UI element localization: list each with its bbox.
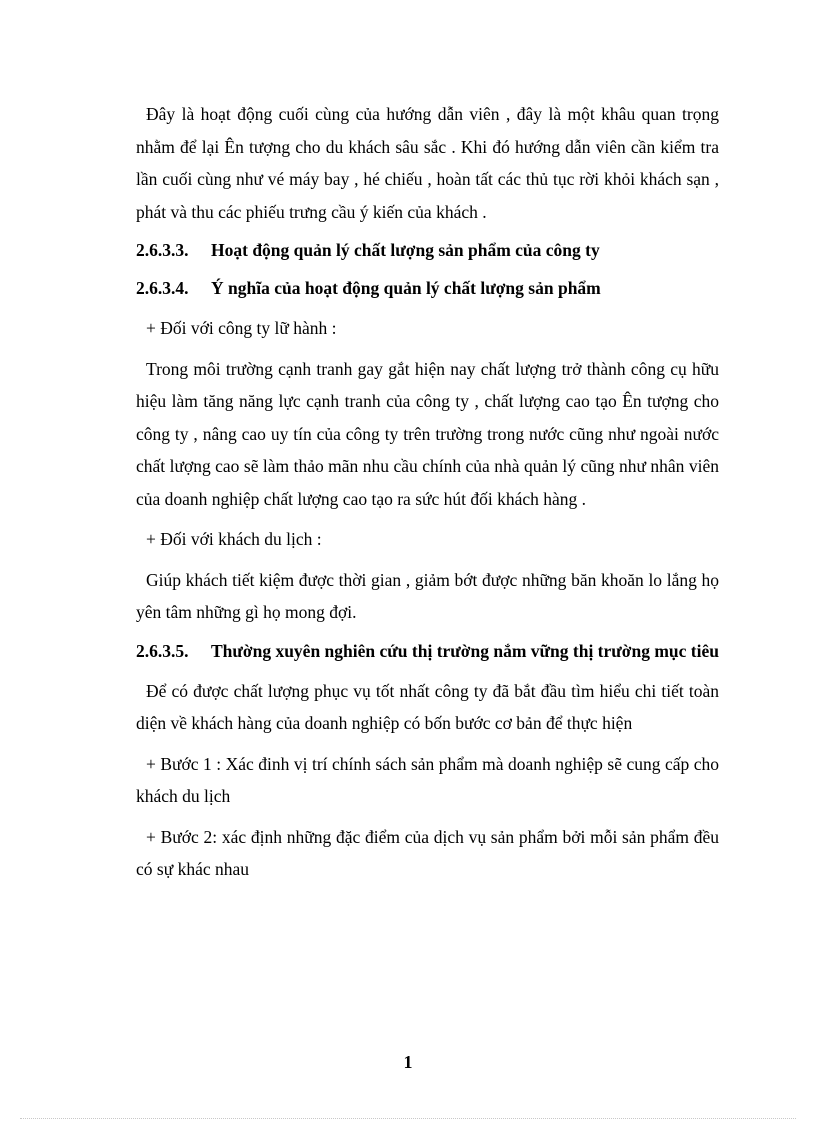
paragraph-save-time: Giúp khách tiết kiệm được thời gian , giảm bớt được những băn khoăn lo lắng họ yên tâm những gì họ mong đợi. — [136, 569, 719, 622]
page-number: 1 — [403, 1052, 413, 1072]
heading-text: Ý nghĩa của hoạt động quản lý chất lượng sản phẩm — [211, 278, 601, 298]
bullet-travel-company: + Đối với công ty lữ hành : — [146, 318, 337, 338]
heading-number: 2.6.3.4. — [136, 278, 189, 298]
paragraph-tour-guide-final-step: Đây là hoạt động cuối cùng của hướng dẫn viên , đây là một khâu quan trọng nhằm để lại Ên tượng cho du khách sâu sắc . Khi đó hướng dẫn viên cần kiểm tra lần cuối cùng như vé máy bay , hé chiếu , hoàn tất các thủ tục rời khỏi khách sạn , phát và thu các phiếu trưng cầu ý kiến của khách . — [136, 104, 719, 222]
bullet-step-1: + Bước 1 : Xác đinh vị trí chính sách sản phẩm mà doanh nghiệp sẽ cung cấp cho khách du lịch — [136, 753, 719, 806]
page-bottom-divider — [20, 1118, 796, 1119]
heading-2-6-3-3 — [136, 236, 719, 265]
paragraph-four-steps: Để có được chất lượng phục vụ tốt nhất công ty đã bắt đầu tìm hiểu chi tiết toàn diện về khách hàng của doanh nghiệp có bốn bước cơ bản để thực hiện — [136, 680, 719, 733]
heading-number: 2.6.3.5. — [136, 640, 189, 661]
paragraph-competition: Trong môi trường cạnh tranh gay gắt hiện nay chất lượng trở thành công cụ hữu hiệu làm tăng năng lực cạnh tranh của công ty , chất lượng cao tạo Ên tượng cho công ty , nâng cao uy tín của công ty trên trường trong nước cũng như ngoài nước chất lượng cao sẽ làm thảo mãn nhu cầu chính của nhà quản lý cũng như nhân viên của doanh nghiệp chất lượng cao tạo ra sức hút đối khách hàng . — [136, 358, 719, 509]
bullet-tourists: + Đối với khách du lịch : — [146, 529, 322, 549]
bullet-step-2: + Bước 2: xác định những đặc điểm của dịch vụ sản phẩm bởi mỗi sản phẩm đều có sự khác nhau — [136, 826, 719, 879]
heading-number: 2.6.3.3. — [136, 240, 189, 260]
heading-2-6-3-4 — [136, 274, 719, 303]
heading-text: Hoạt động quản lý chất lượng sản phẩm của công ty — [211, 240, 600, 260]
page-content — [136, 98, 719, 894]
heading-text: Thường xuyên nghiên cứu thị trường nắm vững thị trường mục tiêu — [211, 640, 719, 661]
heading-2-6-3-5 — [136, 637, 719, 666]
